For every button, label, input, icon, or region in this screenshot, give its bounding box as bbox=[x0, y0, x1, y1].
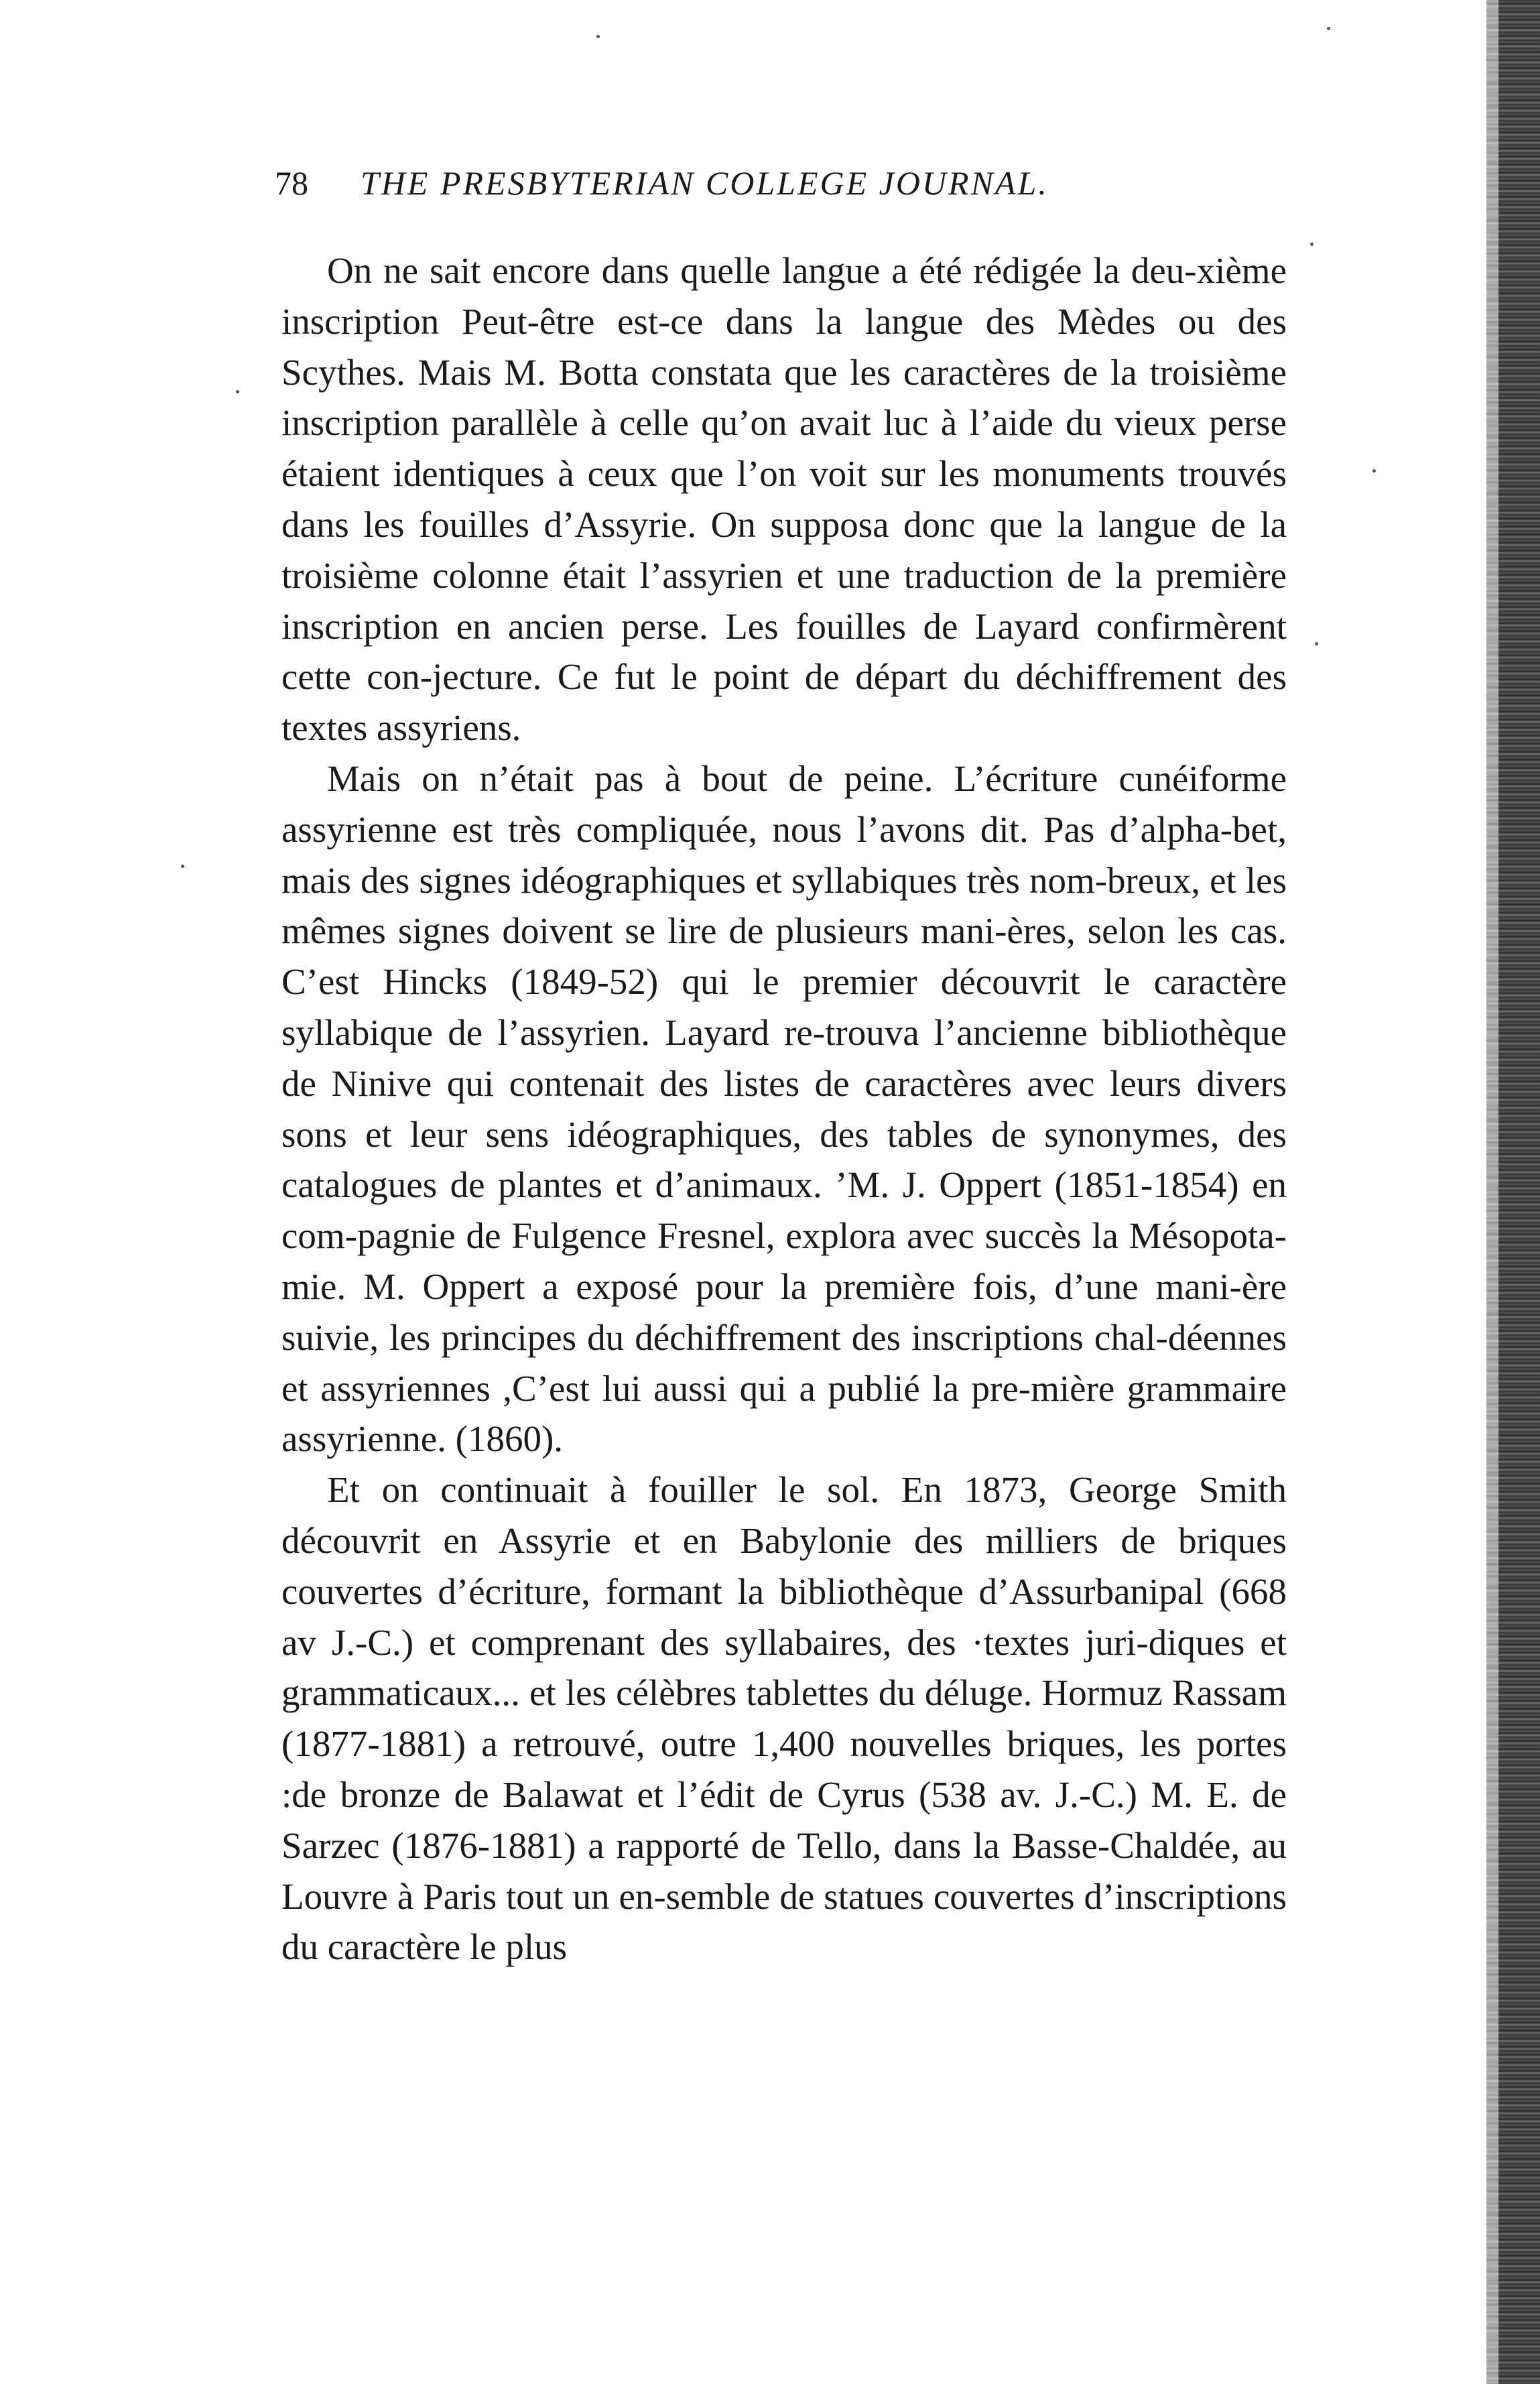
journal-title: THE PRESBYTERIAN COLLEGE JOURNAL. bbox=[361, 164, 1049, 202]
scan-speck bbox=[1310, 243, 1313, 246]
scan-speck bbox=[1315, 642, 1318, 645]
body-text bbox=[281, 245, 1287, 1972]
scan-speck bbox=[1372, 469, 1376, 473]
page-number: 78 bbox=[275, 164, 308, 202]
paragraph: On ne sait encore dans quelle langue a été rédigée la deu-xième inscription Peut-être est-ce dans la langue des Mèdes ou des Scythes. Mais M. Botta constata que les caractères de la troisième inscription parallèle à celle qu’on avait luc à l’aide du vieux perse étaient identiques à ceux que l’on voit sur les monuments trouvés dans les fouilles d’Assyrie. On supposa donc que la langue de la troisième colonne était l’assyrien et une traduction de la première inscription en ancien perse. Les fouilles de Layard confirmèrent cette con-jecture. Ce fut le point de départ du déchiffrement des textes assyriens. bbox=[281, 250, 1287, 749]
scan-speck bbox=[596, 35, 600, 38]
paragraph: Mais on n’était pas à bout de peine. L’écriture cunéiforme assyrienne est très compliquée, nous l’avons dit. Pas d’alpha-bet, mais des signes idéographiques et syllabiques très nom-breux, et les mêmes signes doivent se lire de plusieurs mani-ères, selon les cas. C’est Hincks (1849-52) qui le premier découvrit le caractère syllabique de l’assyrien. Layard re-trouva l’ancienne bibliothèque de Ninive qui contenait des listes de caractères avec leurs divers sons et leur sens idéographiques, des tables de synonymes, des catalogues de plantes et d’animaux. ’M. J. Oppert (1851-1854) en com-pagnie de Fulgence Fresnel, explora avec succès la Mésopota-mie. M. Oppert a exposé pour la première fois, d’une mani-ère suivie, les principes du déchiffrement des inscriptions chal-déennes et assyriennes ,C’est lui aussi qui a publié la pre-mière grammaire assyrienne. (1860). bbox=[281, 757, 1287, 1460]
scan-speck bbox=[236, 390, 239, 393]
scan-edge-artifact bbox=[1486, 0, 1540, 2384]
scan-speck bbox=[181, 865, 184, 868]
running-head bbox=[275, 160, 1293, 206]
paragraph: Et on continuait à fouiller le sol. En 1873, George Smith découvrit en Assyrie et en Babylonie des milliers de briques couvertes d’écriture, formant la bibliothèque d’Assurbanipal (668 av J.-C.) et comprenant des syllabaires, des ·textes juri-diques et grammaticaux... et les célèbres tablettes du déluge. Hormuz Rassam (1877-1881) a retrouvé, outre 1,400 nouvelles briques, les portes :de bronze de Balawat et l’édit de Cyrus (538 av. J.-C.) M. E. de Sarzec (1876-1881) a rapporté de Tello, dans la Basse-Chaldée, au Louvre à Paris tout un en-semble de statues couvertes d’inscriptions du caractère le plus bbox=[281, 1469, 1287, 1968]
scan-speck bbox=[1327, 27, 1330, 30]
